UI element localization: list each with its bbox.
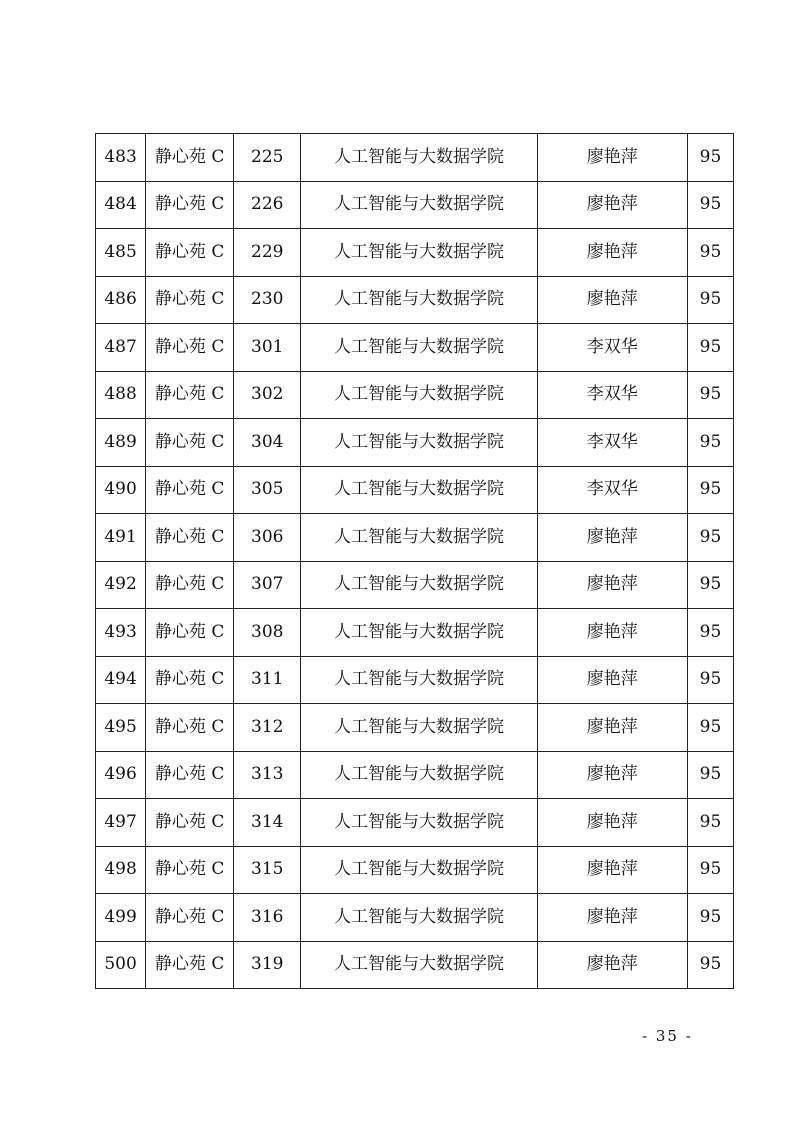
- cell-college: 人工智能与大数据学院: [301, 704, 537, 752]
- cell-score: 95: [687, 134, 733, 182]
- cell-room-number: 226: [234, 181, 301, 229]
- cell-sequence-number: 492: [96, 561, 146, 609]
- cell-college: 人工智能与大数据学院: [301, 941, 537, 989]
- table-row: [96, 656, 734, 704]
- cell-score: 95: [687, 941, 733, 989]
- cell-teacher: 李双华: [537, 371, 687, 419]
- dormitory-score-table: [95, 133, 734, 989]
- cell-score: 95: [687, 704, 733, 752]
- table-row: [96, 181, 734, 229]
- table-row: [96, 371, 734, 419]
- cell-room-number: 308: [234, 609, 301, 657]
- table-row: [96, 609, 734, 657]
- cell-room-number: 229: [234, 229, 301, 277]
- cell-teacher: 廖艳萍: [537, 846, 687, 894]
- cell-building: 静心苑 C: [146, 799, 234, 847]
- page-number: - 35 -: [642, 1027, 693, 1045]
- cell-teacher: 廖艳萍: [537, 609, 687, 657]
- cell-room-number: 306: [234, 514, 301, 562]
- cell-teacher: 廖艳萍: [537, 276, 687, 324]
- cell-sequence-number: 496: [96, 751, 146, 799]
- cell-building: 静心苑 C: [146, 656, 234, 704]
- cell-sequence-number: 484: [96, 181, 146, 229]
- cell-college: 人工智能与大数据学院: [301, 514, 537, 562]
- cell-room-number: 230: [234, 276, 301, 324]
- cell-building: 静心苑 C: [146, 751, 234, 799]
- cell-college: 人工智能与大数据学院: [301, 846, 537, 894]
- cell-teacher: 廖艳萍: [537, 134, 687, 182]
- cell-college: 人工智能与大数据学院: [301, 609, 537, 657]
- cell-score: 95: [687, 371, 733, 419]
- cell-room-number: 301: [234, 324, 301, 372]
- cell-teacher: 廖艳萍: [537, 941, 687, 989]
- cell-room-number: 302: [234, 371, 301, 419]
- cell-college: 人工智能与大数据学院: [301, 656, 537, 704]
- cell-building: 静心苑 C: [146, 276, 234, 324]
- cell-college: 人工智能与大数据学院: [301, 134, 537, 182]
- cell-teacher: 廖艳萍: [537, 894, 687, 942]
- table-row: [96, 324, 734, 372]
- cell-sequence-number: 491: [96, 514, 146, 562]
- cell-room-number: 307: [234, 561, 301, 609]
- cell-sequence-number: 490: [96, 466, 146, 514]
- cell-sequence-number: 483: [96, 134, 146, 182]
- table-row: [96, 894, 734, 942]
- cell-teacher: 廖艳萍: [537, 229, 687, 277]
- cell-teacher: 廖艳萍: [537, 799, 687, 847]
- cell-college: 人工智能与大数据学院: [301, 466, 537, 514]
- cell-score: 95: [687, 751, 733, 799]
- table-row: [96, 276, 734, 324]
- cell-score: 95: [687, 514, 733, 562]
- cell-college: 人工智能与大数据学院: [301, 324, 537, 372]
- cell-building: 静心苑 C: [146, 846, 234, 894]
- cell-score: 95: [687, 324, 733, 372]
- table-row: [96, 941, 734, 989]
- cell-room-number: 225: [234, 134, 301, 182]
- table-row: [96, 514, 734, 562]
- cell-sequence-number: 495: [96, 704, 146, 752]
- cell-sequence-number: 485: [96, 229, 146, 277]
- cell-building: 静心苑 C: [146, 229, 234, 277]
- table-row: [96, 799, 734, 847]
- cell-room-number: 305: [234, 466, 301, 514]
- cell-college: 人工智能与大数据学院: [301, 561, 537, 609]
- cell-building: 静心苑 C: [146, 609, 234, 657]
- cell-college: 人工智能与大数据学院: [301, 229, 537, 277]
- table-row: [96, 561, 734, 609]
- cell-building: 静心苑 C: [146, 419, 234, 467]
- table-row: [96, 704, 734, 752]
- cell-teacher: 廖艳萍: [537, 514, 687, 562]
- cell-teacher: 李双华: [537, 324, 687, 372]
- cell-building: 静心苑 C: [146, 134, 234, 182]
- table-row: [96, 466, 734, 514]
- dormitory-score-table-container: [95, 133, 734, 989]
- table-row: [96, 751, 734, 799]
- cell-college: 人工智能与大数据学院: [301, 371, 537, 419]
- cell-building: 静心苑 C: [146, 371, 234, 419]
- cell-score: 95: [687, 276, 733, 324]
- cell-teacher: 廖艳萍: [537, 704, 687, 752]
- table-body: [96, 134, 734, 989]
- cell-sequence-number: 487: [96, 324, 146, 372]
- cell-college: 人工智能与大数据学院: [301, 751, 537, 799]
- cell-sequence-number: 494: [96, 656, 146, 704]
- cell-score: 95: [687, 561, 733, 609]
- cell-building: 静心苑 C: [146, 514, 234, 562]
- cell-building: 静心苑 C: [146, 561, 234, 609]
- cell-college: 人工智能与大数据学院: [301, 419, 537, 467]
- table-row: [96, 846, 734, 894]
- cell-score: 95: [687, 419, 733, 467]
- cell-sequence-number: 498: [96, 846, 146, 894]
- cell-sequence-number: 493: [96, 609, 146, 657]
- cell-score: 95: [687, 656, 733, 704]
- cell-score: 95: [687, 609, 733, 657]
- cell-building: 静心苑 C: [146, 704, 234, 752]
- cell-score: 95: [687, 181, 733, 229]
- cell-room-number: 315: [234, 846, 301, 894]
- cell-teacher: 廖艳萍: [537, 181, 687, 229]
- cell-score: 95: [687, 466, 733, 514]
- cell-sequence-number: 486: [96, 276, 146, 324]
- table-row: [96, 419, 734, 467]
- cell-score: 95: [687, 894, 733, 942]
- cell-teacher: 廖艳萍: [537, 561, 687, 609]
- cell-building: 静心苑 C: [146, 466, 234, 514]
- cell-room-number: 311: [234, 656, 301, 704]
- cell-sequence-number: 500: [96, 941, 146, 989]
- cell-score: 95: [687, 846, 733, 894]
- cell-college: 人工智能与大数据学院: [301, 181, 537, 229]
- cell-room-number: 304: [234, 419, 301, 467]
- cell-sequence-number: 488: [96, 371, 146, 419]
- cell-college: 人工智能与大数据学院: [301, 276, 537, 324]
- cell-sequence-number: 489: [96, 419, 146, 467]
- table-row: [96, 229, 734, 277]
- cell-building: 静心苑 C: [146, 894, 234, 942]
- cell-room-number: 314: [234, 799, 301, 847]
- cell-score: 95: [687, 229, 733, 277]
- cell-score: 95: [687, 799, 733, 847]
- cell-college: 人工智能与大数据学院: [301, 799, 537, 847]
- cell-building: 静心苑 C: [146, 941, 234, 989]
- cell-room-number: 313: [234, 751, 301, 799]
- cell-college: 人工智能与大数据学院: [301, 894, 537, 942]
- cell-teacher: 李双华: [537, 419, 687, 467]
- cell-sequence-number: 499: [96, 894, 146, 942]
- cell-room-number: 319: [234, 941, 301, 989]
- cell-teacher: 李双华: [537, 466, 687, 514]
- cell-teacher: 廖艳萍: [537, 656, 687, 704]
- cell-teacher: 廖艳萍: [537, 751, 687, 799]
- cell-building: 静心苑 C: [146, 181, 234, 229]
- table-row: [96, 134, 734, 182]
- cell-sequence-number: 497: [96, 799, 146, 847]
- cell-room-number: 312: [234, 704, 301, 752]
- cell-room-number: 316: [234, 894, 301, 942]
- cell-building: 静心苑 C: [146, 324, 234, 372]
